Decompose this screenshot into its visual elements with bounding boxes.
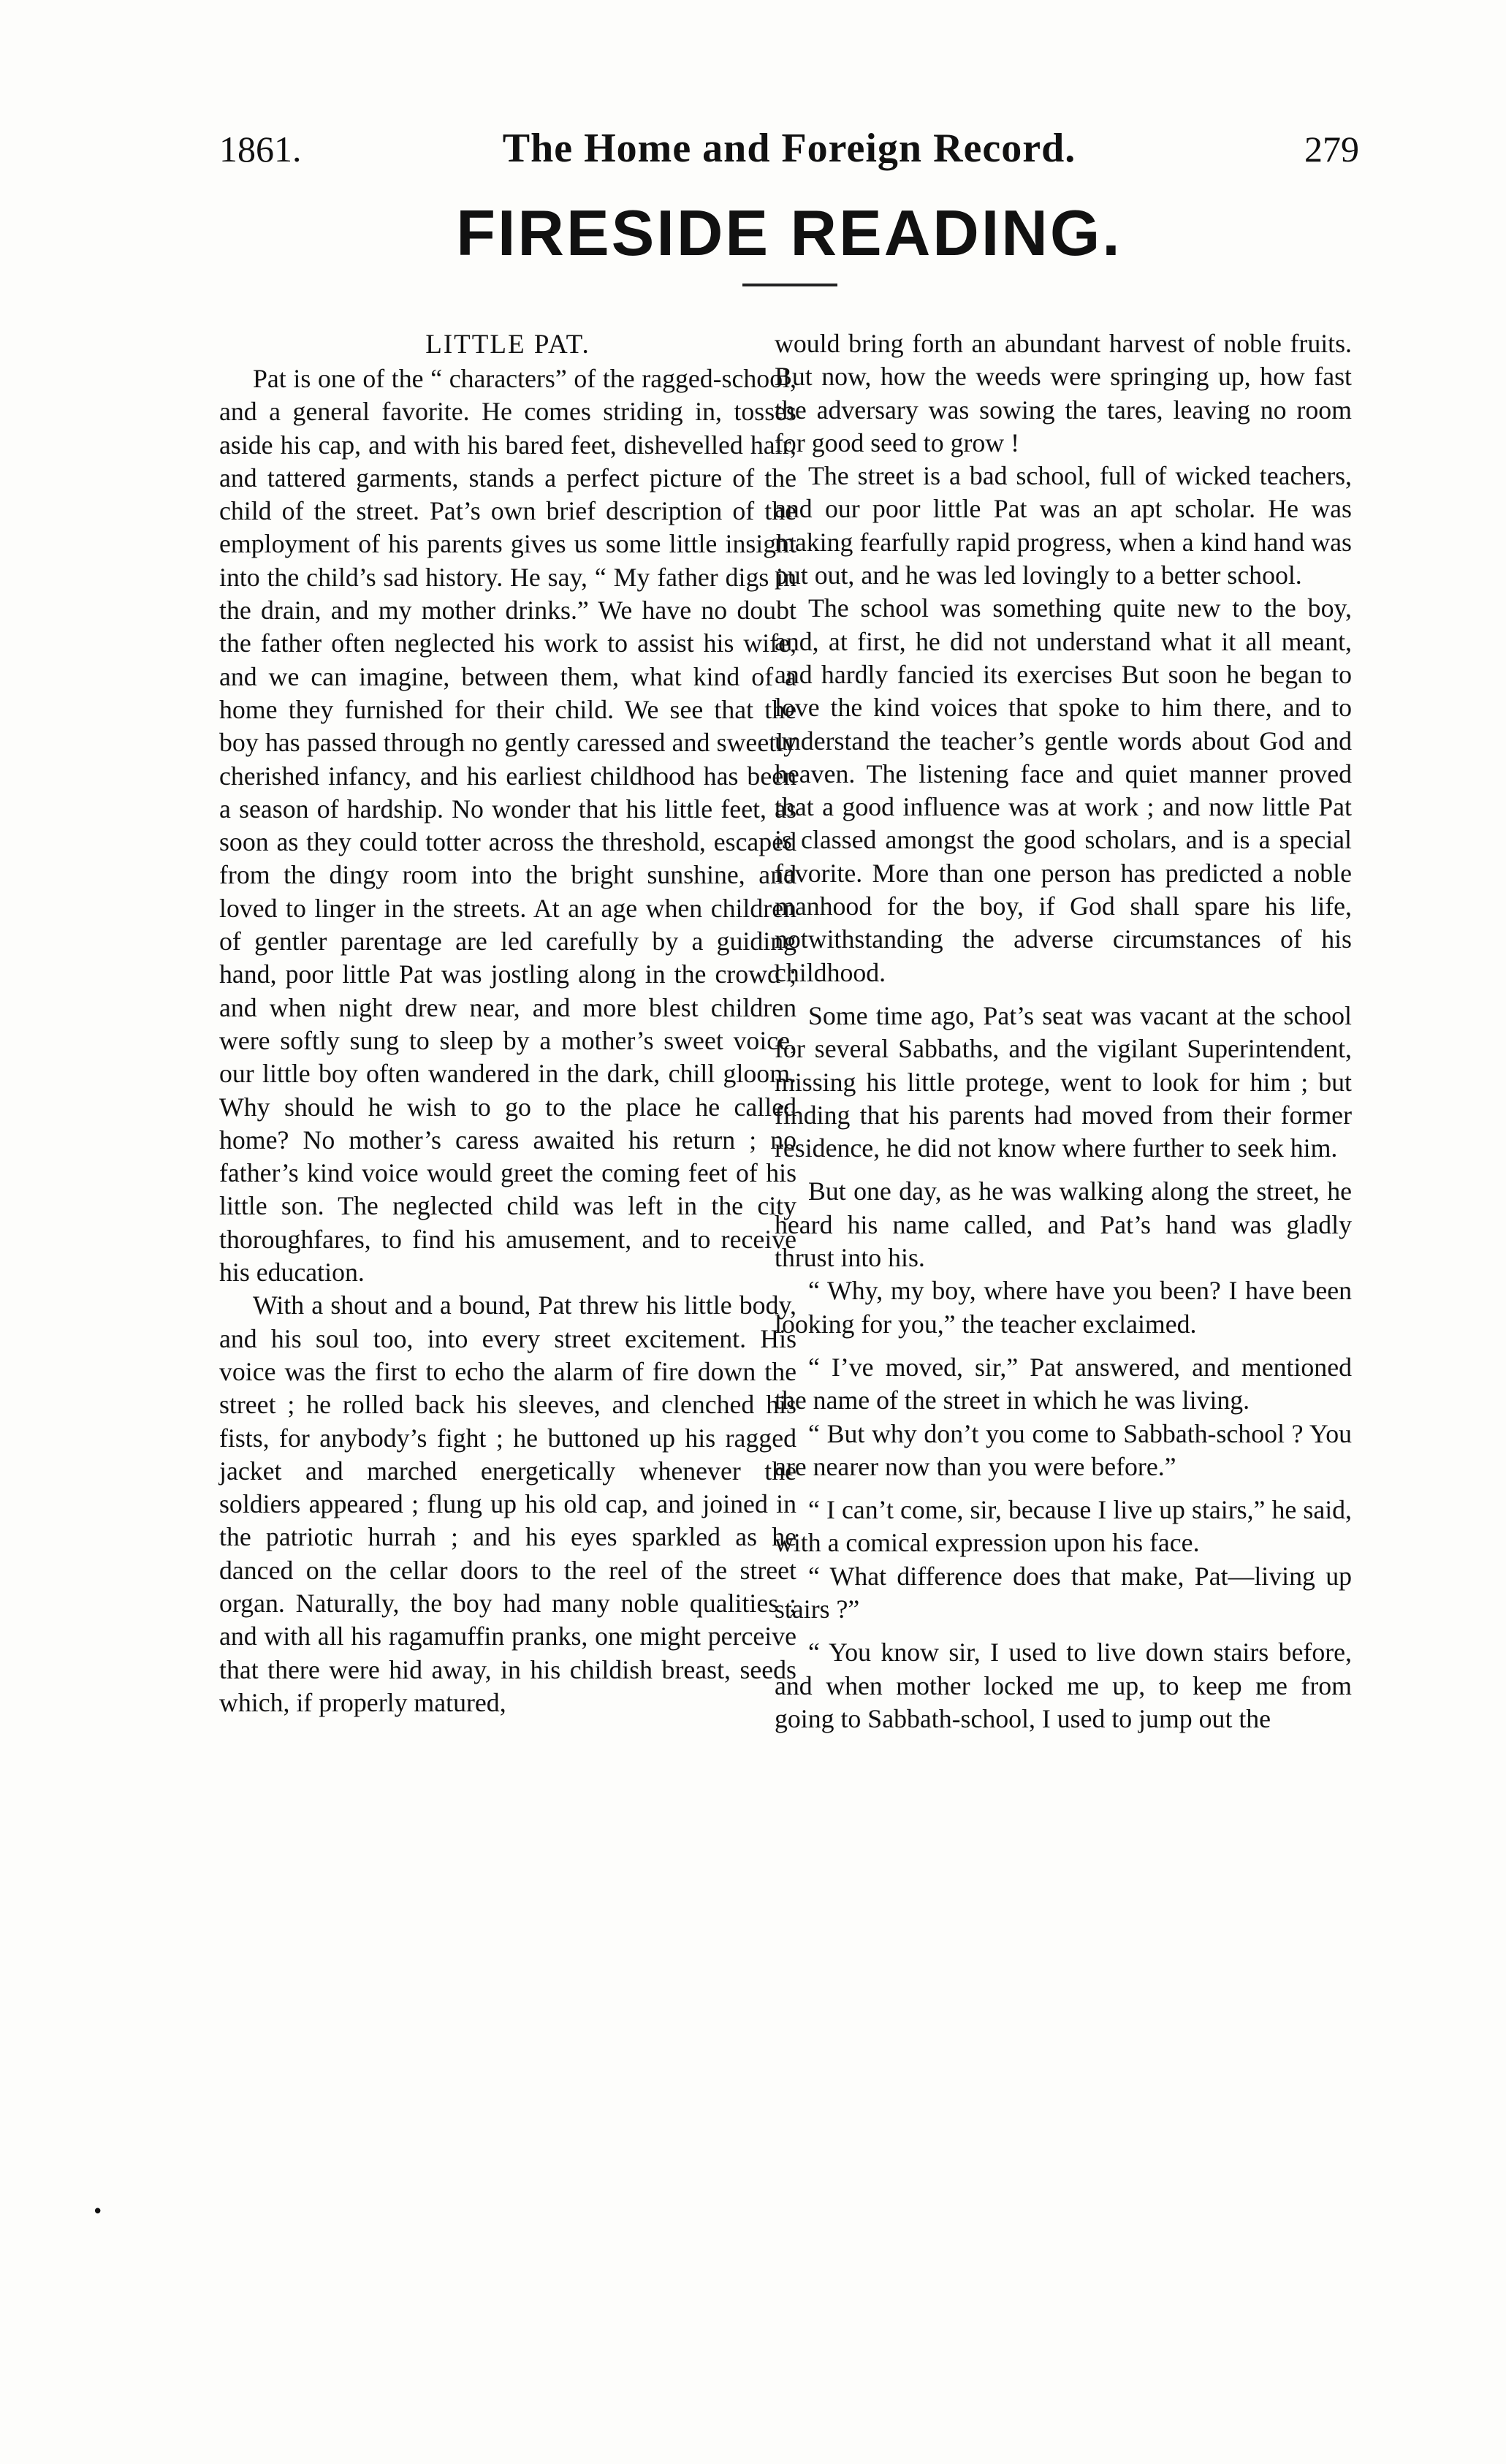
paragraph: would bring forth an abundant harvest of noble fruits. But now, how the weeds were springing up, how fast the adversary was sowing the tares, leaving no room for good seed to grow ! (775, 329, 1352, 457)
margin-mark: • (92, 2201, 104, 2223)
paragraph: The school was something quite new to the boy, and, at first, he did not understand what it all meant, and hardly fancied its exercises But soon he began to love the kind voices that spoke to him there, and to understand the teacher’s gentle words about God and heaven. The listening face and quiet manner proved that a good influence was at work ; and now little Pat is classed amongst the good scholars, and is a special favorite. More than one person has predicted a noble manhood for the boy, if God shall spare his life, notwithstanding the adverse circumstances of his childhood. (775, 593, 1352, 987)
article-title: LITTLE PAT. (425, 330, 590, 360)
title-divider (742, 284, 837, 286)
paragraph: “ But why don’t you come to Sabbath-school ? You are nearer now than you were before.” (775, 1418, 1352, 1481)
paragraph: The street is a bad school, full of wicked teachers, and our poor little Pat was an apt scholar. He was making fearfully rapid progress, when a kind hand was put out, and he was led lovingly to a better school. (775, 461, 1352, 590)
paragraph: With a shout and a bound, Pat threw his little body, and his soul too, into every street excitement. His voice was the first to echo the alarm of fire down the street ; he rolled back his sleeves, and clenched his fists, for anybody’s fight ; he buttoned up his ragged jacket and marched energetically whenever the soldiers appeared ; flung up his old cap, and joined in the patriotic hurrah ; and his eyes sparkled as he danced on the cellar doors to the reel of the street organ. Naturally, the boy had many noble qualities ; and with all his ragamuffin pranks, one might perceive that there were hid away, in his childish breast, seeds which, if properly matured, (219, 1290, 796, 1717)
paragraph: But one day, as he was walking along the street, he heard his name called, and Pat’s hand was gladly thrust into his. (775, 1176, 1352, 1273)
paragraph: Some time ago, Pat’s seat was vacant at the school for several Sabbaths, and the vigilant Superintendent, missing his little protege, went to look for him ; but finding that his parents had moved from their former residence, he did not know where further to seek him. (775, 1000, 1352, 1163)
header-year: 1861. (219, 129, 302, 170)
paragraph: “ Why, my boy, where have you been? I have been looking for you,” the teacher exclaimed. (775, 1276, 1352, 1339)
journal-title: The Home and Foreign Record. (502, 126, 1076, 171)
paragraph: “ What difference does that make, Pat—living up stairs ?” (775, 1561, 1352, 1624)
right-column (775, 327, 1352, 1735)
paragraph: Pat is one of the “ characters” of the ragged-school, and a general favorite. He comes striding in, tosses aside his cap, and with his bared feet, dishevelled hair, and tattered garments, stands a perfect picture of the child of the street. Pat’s own brief description of the employment of his parents gives us some little insight into the child’s sad history. He say, “ My father digs in the drain, and my mother drinks.” We have no doubt the father often neglected his work to assist his wife, and we can imagine, between them, what kind of a home they furnished for their child. We see that the boy has passed through no gently caressed and sweetly cherished infancy, and his earliest childhood has been a season of hardship. No wonder that his little feet, as soon as they could totter across the threshold, escaped from the dingy room into the bright sunshine, and loved to linger in the streets. At an age when children of gentler parentage are led carefully by a guiding hand, poor little Pat was jostling along in the crowd ; and when night drew near, and more blest children were softly sung to sleep by a mother’s sweet voice, our little boy often wandered in the dark, chill gloom. Why should he wish to go to the place he called home? No mother’s caress awaited his return ; no father’s kind voice would greet the coming feet of his little son. The neglected child was left in the city thoroughfares, to find his amusement, and to receive his education. (219, 364, 796, 1288)
page-number: 279 (1304, 129, 1359, 170)
paragraph: “ I can’t come, sir, because I live up stairs,” he said, with a comical expression upon his face. (775, 1495, 1352, 1558)
paragraph: “ You know sir, I used to live down stairs before, and when mother locked me up, to keep me from going to Sabbath-school, I used to jump out the (775, 1638, 1352, 1733)
paragraph: “ I’ve moved, sir,” Pat answered, and mentioned the name of the street in which he was living. (775, 1352, 1352, 1415)
section-title: FIRESIDE READING. (456, 197, 1122, 269)
left-column (219, 327, 796, 1719)
running-header (219, 128, 1359, 179)
